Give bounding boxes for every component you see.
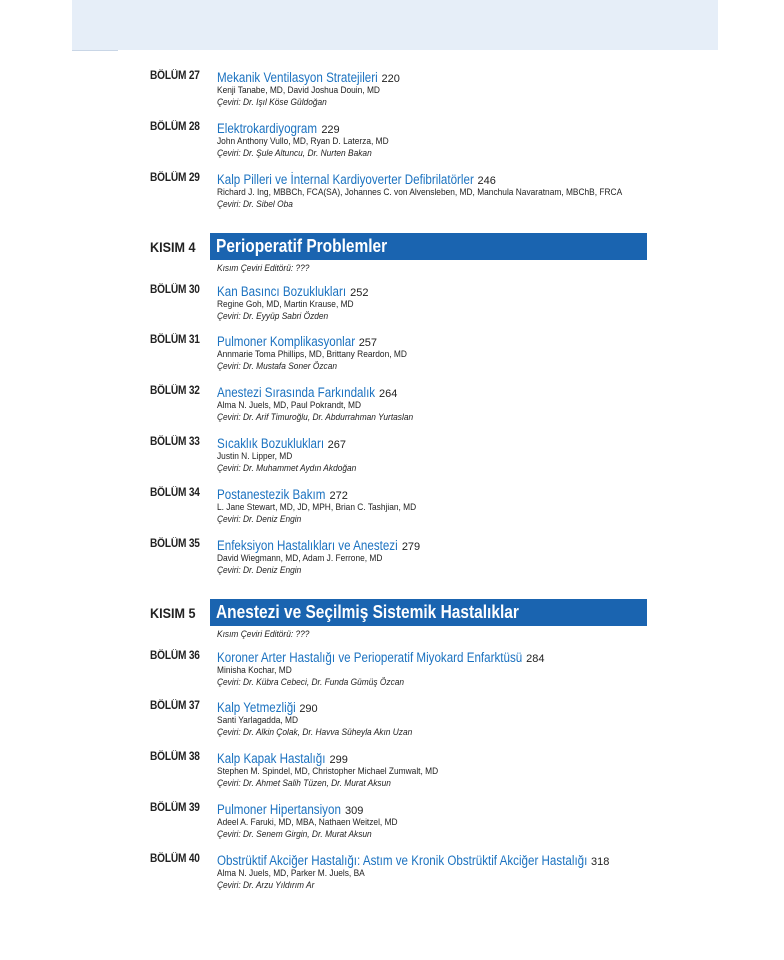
chapter-page: 318 — [591, 856, 610, 868]
chapter-authors: Alma N. Juels, MD, Paul Pokrandt, MD — [217, 400, 362, 411]
chapter-title[interactable]: Anestezi Sırasında Farkındalık — [217, 385, 376, 400]
chapter-translators: Çeviri: Dr. Alkin Çolak, Dr. Havva Süheyla Akın Uzan — [217, 727, 413, 738]
header-band — [72, 0, 718, 50]
chapter-title[interactable]: Koroner Arter Hastalığı ve Perioperatif Miyokard Enfarktüsü — [217, 650, 523, 665]
chapter-translators: Çeviri: Dr. Arif Timuroğlu, Dr. Abdurrahman Yurtaslan — [217, 412, 414, 423]
chapter-page: 264 — [378, 388, 398, 400]
chapter-title[interactable]: Pulmoner Hipertansiyon — [217, 802, 341, 817]
chapter-number: BÖLÜM 36 — [150, 650, 200, 662]
chapter-authors: Justin N. Lipper, MD — [217, 451, 293, 462]
chapter-translators: Çeviri: Dr. Sibel Oba — [217, 199, 293, 210]
chapter-title[interactable]: Kalp Yetmezliği — [217, 700, 296, 715]
chapter-translators: Çeviri: Dr. Mustafa Soner Özcan — [217, 361, 338, 372]
chapter-number: BÖLÜM 32 — [150, 385, 200, 397]
part-number: KISIM 4 — [150, 239, 196, 255]
chapter-page: 272 — [329, 490, 348, 502]
chapter-title[interactable]: Kalp Kapak Hastalığı — [217, 751, 326, 766]
chapter-page: 257 — [358, 337, 378, 349]
chapter-authors: Adeel A. Faruki, MD, MBA, Nathaen Weitzel, MD — [217, 817, 398, 828]
part-title-bar — [210, 599, 647, 626]
chapter-number: BÖLÜM 28 — [150, 121, 200, 133]
chapter-number: BÖLÜM 38 — [150, 751, 200, 763]
part-title-bar — [210, 233, 647, 260]
chapter-page: 279 — [401, 541, 421, 553]
part-editor: Kısım Çeviri Editörü: ??? — [217, 263, 310, 274]
chapter-title[interactable]: Sıcaklık Bozuklukları — [217, 436, 325, 451]
chapter-page: 267 — [327, 439, 347, 451]
chapter-number: BÖLÜM 35 — [150, 538, 200, 550]
chapter-translators: Çeviri: Dr. Işıl Köse Güldoğan — [217, 97, 327, 108]
chapter-page: 220 — [381, 73, 400, 85]
chapter-number: BÖLÜM 29 — [150, 172, 200, 184]
part-editor: Kısım Çeviri Editörü: ??? — [217, 629, 310, 640]
chapter-title[interactable]: Enfeksiyon Hastalıkları ve Anestezi — [217, 538, 398, 553]
part-number: KISIM 5 — [150, 605, 196, 621]
chapter-translators: Çeviri: Dr. Arzu Yıldırım Ar — [217, 880, 315, 891]
chapter-number: BÖLÜM 39 — [150, 802, 200, 814]
chapter-title[interactable]: Kan Basıncı Bozuklukları — [217, 284, 347, 299]
chapter-translators: Çeviri: Dr. Muhammet Aydın Akdoğan — [217, 463, 357, 474]
part-title[interactable]: Perioperatif Problemler — [216, 236, 388, 256]
chapter-title[interactable]: Mekanik Ventilasyon Stratejileri — [217, 70, 378, 85]
chapter-authors: Santi Yarlagadda, MD — [217, 715, 299, 726]
chapter-translators: Çeviri: Dr. Senem Girgin, Dr. Murat Aksun — [217, 829, 372, 840]
chapter-title[interactable]: Obstrüktif Akciğer Hastalığı: Astım ve Kronik Obstrüktif Akciğer Hastalığı — [217, 853, 588, 868]
chapter-authors: Kenji Tanabe, MD, David Joshua Douin, MD — [217, 85, 380, 96]
header-band-line — [72, 50, 118, 51]
chapter-number: BÖLÜM 34 — [150, 487, 200, 499]
chapter-translators: Çeviri: Dr. Eyyüp Sabri Özden — [217, 311, 329, 322]
chapter-number: BÖLÜM 37 — [150, 700, 200, 712]
chapter-translators: Çeviri: Dr. Kübra Cebeci, Dr. Funda Gümüş Özcan — [217, 677, 405, 688]
chapter-page: 229 — [321, 124, 340, 136]
chapter-number: BÖLÜM 40 — [150, 853, 200, 865]
chapter-authors: Minisha Kochar, MD — [217, 665, 292, 676]
chapter-translators: Çeviri: Dr. Deniz Engin — [217, 514, 302, 525]
chapter-page: 290 — [299, 703, 318, 715]
chapter-title[interactable]: Postanestezik Bakım — [217, 487, 326, 502]
chapter-title[interactable]: Elektrokardiyogram — [217, 121, 318, 136]
chapter-translators: Çeviri: Dr. Şule Altuncu, Dr. Nurten Bakan — [217, 148, 372, 159]
chapter-authors: Alma N. Juels, MD, Parker M. Juels, BA — [217, 868, 365, 879]
chapter-authors: Richard J. Ing, MBBCh, FCA(SA), Johannes C. von Alvensleben, MD, Manchula Navaratnam, MBChB, FRCA — [217, 187, 623, 198]
chapter-authors: David Wiegmann, MD, Adam J. Ferrone, MD — [217, 553, 383, 564]
chapter-authors: L. Jane Stewart, MD, JD, MPH, Brian C. Tashjian, MD — [217, 502, 417, 513]
chapter-title[interactable]: Pulmoner Komplikasyonlar — [217, 334, 356, 349]
chapter-translators: Çeviri: Dr. Deniz Engin — [217, 565, 302, 576]
chapter-number: BÖLÜM 30 — [150, 284, 200, 296]
chapter-page: 284 — [526, 653, 545, 665]
chapter-authors: Regine Goh, MD, Martin Krause, MD — [217, 299, 354, 310]
chapter-authors: John Anthony Vullo, MD, Ryan D. Laterza, MD — [217, 136, 389, 147]
chapter-number: BÖLÜM 31 — [150, 334, 200, 346]
chapter-page: 309 — [345, 805, 364, 817]
chapter-number: BÖLÜM 33 — [150, 436, 200, 448]
chapter-page: 252 — [350, 287, 369, 299]
chapter-page: 246 — [477, 175, 496, 187]
chapter-title[interactable]: Kalp Pilleri ve İnternal Kardiyoverter Defibrilatörler — [217, 172, 474, 187]
chapter-translators: Çeviri: Dr. Ahmet Salih Tüzen, Dr. Murat Aksun — [217, 778, 391, 789]
chapter-number: BÖLÜM 27 — [150, 70, 200, 82]
chapter-authors: Annmarie Toma Phillips, MD, Brittany Reardon, MD — [217, 349, 407, 360]
chapter-authors: Stephen M. Spindel, MD, Christopher Michael Zumwalt, MD — [217, 766, 439, 777]
part-title[interactable]: Anestezi ve Seçilmiş Sistemik Hastalıklar — [216, 602, 519, 622]
chapter-page: 299 — [329, 754, 348, 766]
